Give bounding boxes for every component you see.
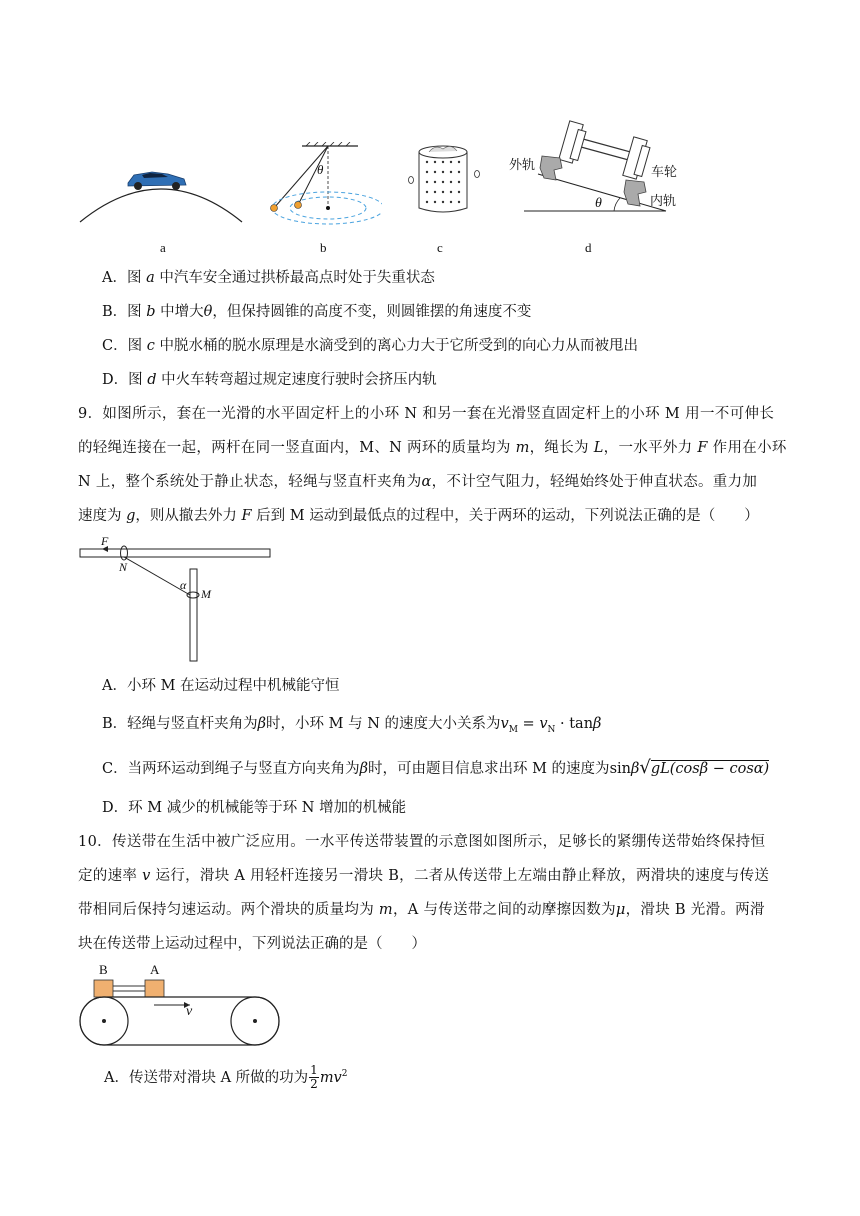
q9-figure-alpha-label: α bbox=[180, 578, 187, 592]
q9-stem-line2: 的轻绳连接在一起，两杆在同一竖直面内，M、N 两环的质量均为 m，绳长为 L，一水平外力 F 作用在小环 bbox=[78, 440, 787, 456]
figure-d-inner-rail-label: 内轨 bbox=[650, 193, 677, 208]
figure-b-conical-pendulum bbox=[262, 142, 382, 232]
figure-d-outer-rail-label: 外轨 bbox=[509, 157, 536, 172]
sqrt-symbol: √ bbox=[639, 757, 651, 778]
q9-stem-line4: 速度为 g，则从撤去外力 F 后到 M 运动到最低点的过程中，关于两环的运动，下列说法正确的是（ ） bbox=[78, 508, 759, 524]
figure-d-wheel-label: 车轮 bbox=[651, 164, 678, 179]
figure-b-caption: b bbox=[320, 240, 327, 255]
q9-stem-line1: 9．如图所示，套在一光滑的水平固定杆上的小环 N 和另一套在光滑竖直固定杆上的小环 M 用一不可伸长 bbox=[78, 406, 775, 422]
figure-d-angle-label: θ bbox=[595, 196, 602, 211]
q10-figure-v-label: v bbox=[186, 1004, 193, 1019]
q9-figure-M-label: M bbox=[201, 587, 211, 601]
figure-d-caption: d bbox=[585, 240, 592, 255]
fraction-one-half: $\frac{1}{2}$ bbox=[310, 1063, 318, 1092]
figure-c-spin-dryer bbox=[405, 140, 485, 220]
q8-option-c: C．图 c 中脱水桶的脱水原理是水滴受到的离心力大于它所受到的向心力从而被甩出 bbox=[102, 338, 638, 354]
figure-b-angle-label: θ bbox=[317, 162, 324, 177]
q10-figure-conveyor bbox=[78, 976, 283, 1051]
q8-option-d: D．图 d 中火车转弯超过规定速度行驶时会挤压内轨 bbox=[102, 372, 437, 388]
figure-a-caption: a bbox=[160, 240, 166, 255]
figure-c-caption: c bbox=[437, 240, 443, 255]
q9-option-b: B．轻绳与竖直杆夹角为β时，小环 M 与 N 的速度大小关系为$v_M = v_N \cdot \tan\beta$ bbox=[102, 716, 602, 735]
q9-option-c: C．当两环运动到绳子与竖直方向夹角为β时，可由题目信息求出环 M 的速度为sinβ√gL(cosβ − cosα) bbox=[102, 757, 770, 778]
q10-option-a: A．传送带对滑块 A 所做的功为 $\frac{1}{2}$ $mv^2$ bbox=[104, 1063, 348, 1092]
q10-stem-line4: 块在传送带上运动过程中，下列说法正确的是（ ） bbox=[78, 936, 426, 952]
q8-option-b: B．图 b 中增大θ，但保持圆锥的高度不变，则圆锥摆的角速度不变 bbox=[102, 304, 532, 320]
q9-figure-N-label: N bbox=[119, 560, 128, 574]
q10-stem-line2: 定的速率 v 运行，滑块 A 用轻杆连接另一滑块 B，二者从传送带上左端由静止释放，两滑块的速度与传送 bbox=[78, 868, 770, 884]
q10-stem-line1: 10．传送带在生活中被广泛应用。一水平传送带装置的示意图如图所示，足够长的紧绷传送带始终保持恒 bbox=[78, 834, 766, 850]
q9-figure-rods bbox=[78, 536, 278, 666]
q10-stem-line3: 带相同后保持匀速运动。两个滑块的质量均为 m，A 与传送带之间的动摩擦因数为μ，滑块 B 光滑。两滑 bbox=[78, 902, 765, 918]
q10-figure-A-label: A bbox=[150, 962, 160, 977]
q9-figure-F-label: F bbox=[101, 534, 109, 548]
q8-option-a: A．图 a 中汽车安全通过拱桥最高点时处于失重状态 bbox=[102, 270, 435, 286]
q9-option-a: A．小环 M 在运动过程中机械能守恒 bbox=[102, 678, 340, 694]
figure-a-arch-bridge bbox=[76, 160, 246, 230]
q10-figure-B-label: B bbox=[99, 962, 108, 977]
car-icon bbox=[128, 172, 186, 190]
q9-option-d: D．环 M 减少的机械能等于环 N 增加的机械能 bbox=[102, 800, 407, 816]
sqrt-radicand: gL(cosβ − cosα) bbox=[650, 761, 770, 777]
q9-stem-line3: N 上，整个系统处于静止状态，轻绳与竖直杆夹角为α，不计空气阻力，轻绳始终处于伸直状态。重力加 bbox=[78, 474, 758, 490]
